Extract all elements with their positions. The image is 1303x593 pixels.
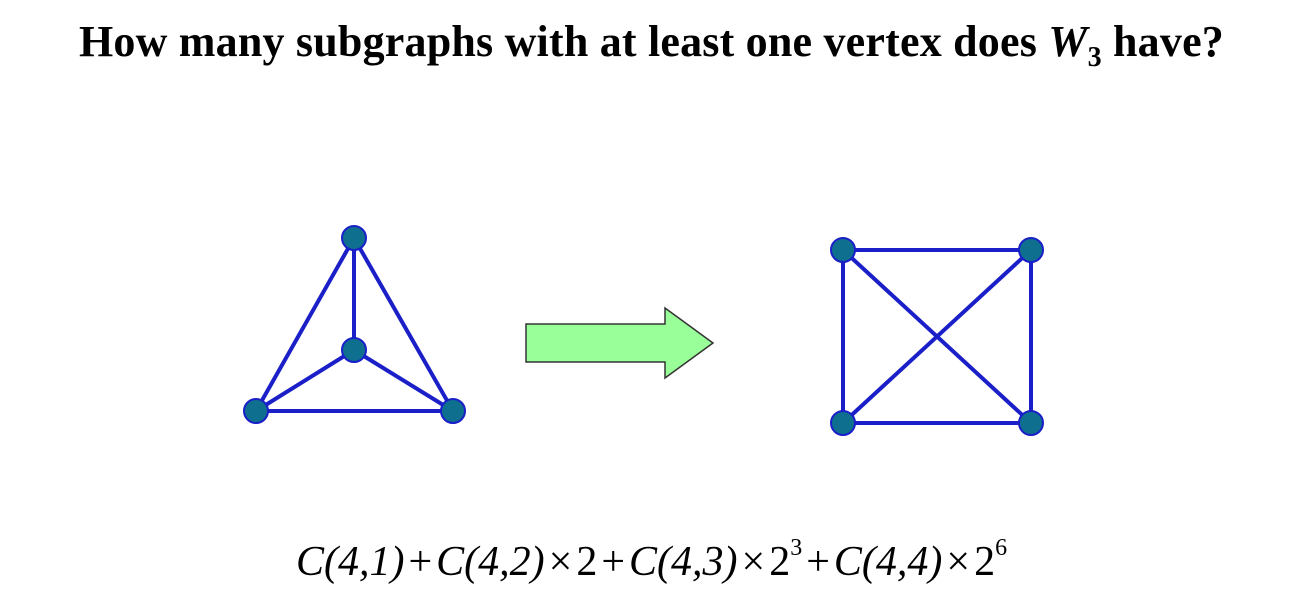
vertex-top — [342, 226, 366, 250]
formula — [0, 535, 1303, 586]
complete-graph — [831, 238, 1043, 435]
term-4: C(4,4) — [833, 539, 943, 585]
wheel-graph — [244, 226, 465, 423]
base-3: 2 — [974, 539, 996, 585]
times-1: × — [548, 539, 573, 585]
vertex-bottom-left — [831, 411, 855, 435]
term-3: C(4,3) — [629, 539, 738, 585]
times-2: × — [741, 539, 766, 585]
vertex-center — [342, 338, 366, 362]
vertex-top-right — [1019, 238, 1043, 262]
base-2: 2 — [769, 539, 791, 585]
title-variable: $W_3$ — [1048, 17, 1102, 73]
exponent-3: 6 — [995, 535, 1008, 561]
plus-1: + — [408, 539, 433, 585]
plus-3: + — [806, 539, 830, 585]
vertex-bottom-right — [441, 399, 465, 423]
title-prefix: How many subgraphs with at least one vertex does — [79, 17, 1038, 66]
vertex-top-left — [831, 238, 855, 262]
title-subscript: 3 — [1087, 42, 1102, 73]
exponent-2: 3 — [790, 535, 803, 561]
term-2: C(4,2) — [436, 539, 545, 585]
right-arrow-icon — [526, 308, 713, 378]
plus-2: + — [601, 539, 625, 585]
edge-center-bottom-right — [354, 350, 453, 411]
term-1: C(4,1) — [295, 539, 405, 585]
vertex-bottom-right — [1019, 411, 1043, 435]
times-3: × — [946, 539, 971, 585]
edge-top-bottom-right — [354, 238, 453, 411]
factor-1: 2 — [576, 539, 598, 585]
vertex-bottom-left — [244, 399, 268, 423]
edge-center-bottom-left — [256, 350, 354, 411]
edge-top-bottom-left — [256, 238, 354, 411]
title-suffix: have? — [1113, 17, 1224, 66]
